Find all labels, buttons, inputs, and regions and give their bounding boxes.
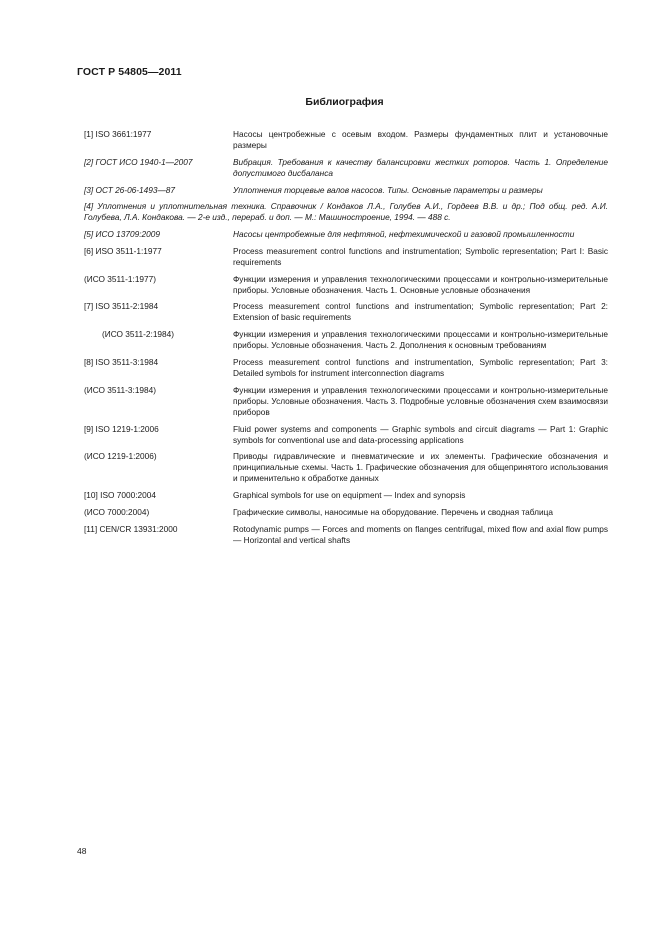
bibliography-entry bbox=[84, 507, 608, 518]
entry-label: [1] ISO 3661:1977 bbox=[84, 129, 152, 139]
page-number: 48 bbox=[77, 846, 87, 856]
bibliography-entry bbox=[84, 524, 608, 546]
document-header: ГОСТ Р 54805—2011 bbox=[77, 66, 182, 78]
entry-text: Функции измерения и управления технологическими процессами и контрольно-измерительные приборы. Условные обозначения. Часть 3. Подробные условные обозначения схем взаимосвязи приборов bbox=[233, 384, 608, 417]
entry-text: Process measurement control functions and instrumentation, Symbolic representation; Part 3: Detailed symbols for instrument interconnection diagrams bbox=[233, 356, 608, 378]
bibliography-entry bbox=[84, 385, 608, 418]
entry-label: [10] ISO 7000:2004 bbox=[84, 490, 156, 501]
bibliography-entry bbox=[84, 490, 608, 501]
entry-label: (ИСО 3511-3:1984) bbox=[84, 384, 157, 395]
bibliography-entry bbox=[84, 301, 608, 323]
bibliography-entry bbox=[84, 229, 608, 240]
entry-label: (ИСО 1219-1:2006) bbox=[84, 451, 157, 462]
entry-text: Fluid power systems and components — Graphic symbols and circuit diagrams — Part 1: Graphic symbols for conventional use and data-processing applications bbox=[233, 423, 608, 445]
bibliography-entry bbox=[84, 329, 608, 351]
entry-text: Функции измерения и управления технологическими процессами и контрольно-измерительные приборы. Условные обозначения. Часть 1. Основные условные обозначения bbox=[233, 273, 608, 295]
entry-text: Rotodynamic pumps — Forces and moments on flanges centrifugal, mixed flow and axial flow pumps — Horizontal and vertical shafts bbox=[233, 523, 608, 545]
bibliography-entry bbox=[84, 185, 608, 196]
entry-label: [2] ГОСТ ИСО 1940-1—2007 bbox=[84, 156, 193, 167]
entry-text: Process measurement control functions and instrumentation; Symbolic representation; Part I: Basic requirements bbox=[233, 245, 608, 267]
entry-text: Уплотнения торцевые валов насосов. Типы. Основные параметры и размеры bbox=[233, 184, 543, 195]
bibliography-entry bbox=[84, 424, 608, 446]
entry-label: [5] ИСО 13709:2009 bbox=[84, 229, 160, 240]
entry-text: Process measurement control functions and instrumentation; Symbolic representation; Part 2: Extension of basic requirements bbox=[233, 301, 608, 323]
entry-text: [4] Уплотнения и уплотнительная техника. Справочник / Кондаков Л.А., Голубев А.И., Гордеев В.В. и др.; Под общ. ред. А.И. Голубева, Л.А. Кондакова. — 2-е изд., перераб. и доп. — М.: Машиностроение, 1994. — 488 с. bbox=[84, 201, 608, 223]
bibliography-entry bbox=[84, 274, 608, 296]
entry-label: [7] ISO 3511-2:1984 bbox=[84, 301, 159, 312]
bibliography-entry bbox=[84, 201, 608, 223]
entry-text: Вибрация. Требования к качеству балансировки жестких роторов. Часть 1. Определение допустимого дисбаланса bbox=[233, 156, 608, 178]
entry-text: Приводы гидравлические и пневматические и их элементы. Графические обозначения и принципиальные схемы. Часть 1. Графические обозначения для общепринятого использования и применительно к обработке данных bbox=[233, 451, 608, 484]
entry-label: [9] ISO 1219-1:2006 bbox=[84, 423, 159, 434]
entry-label: [3] ОСТ 26-06-1493—87 bbox=[84, 184, 176, 195]
entry-label: [11] CEN/CR 13931:2000 bbox=[84, 523, 178, 534]
entry-label: (ИСО 7000:2004) bbox=[84, 506, 150, 517]
entry-label: [6] ИSO 3511-1:1977 bbox=[84, 245, 162, 256]
entry-text: Насосы центробежные с осевым входом. Размеры фундаментных плит и установочные размеры bbox=[233, 129, 608, 151]
bibliography-list bbox=[84, 129, 608, 551]
bibliography-entry bbox=[84, 157, 608, 179]
entry-text: Насосы центробежные для нефтяной, нефтехимической и газовой промышленности bbox=[233, 229, 575, 240]
entry-label: [8] ISO 3511-3:1984 bbox=[84, 356, 159, 367]
entry-label: (ИСО 3511-2:1984) bbox=[102, 329, 175, 340]
bibliography-entry bbox=[84, 129, 608, 151]
entry-text: Graphical symbols for use on equipment — Index and synopsis bbox=[233, 490, 466, 501]
bibliography-entry bbox=[84, 357, 608, 379]
entry-text: Графические символы, наносимые на оборудование. Перечень и сводная таблица bbox=[233, 506, 553, 517]
section-title: Библиография bbox=[305, 96, 384, 108]
entry-text: Функции измерения и управления технологическими процессами и контрольно-измерительные приборы. Условные обозначения. Часть 2. Дополнения к основным требованиям bbox=[233, 329, 608, 351]
bibliography-entry bbox=[84, 246, 608, 268]
entry-label: (ИСО 3511-1:1977) bbox=[84, 273, 157, 284]
bibliography-entry bbox=[84, 451, 608, 484]
